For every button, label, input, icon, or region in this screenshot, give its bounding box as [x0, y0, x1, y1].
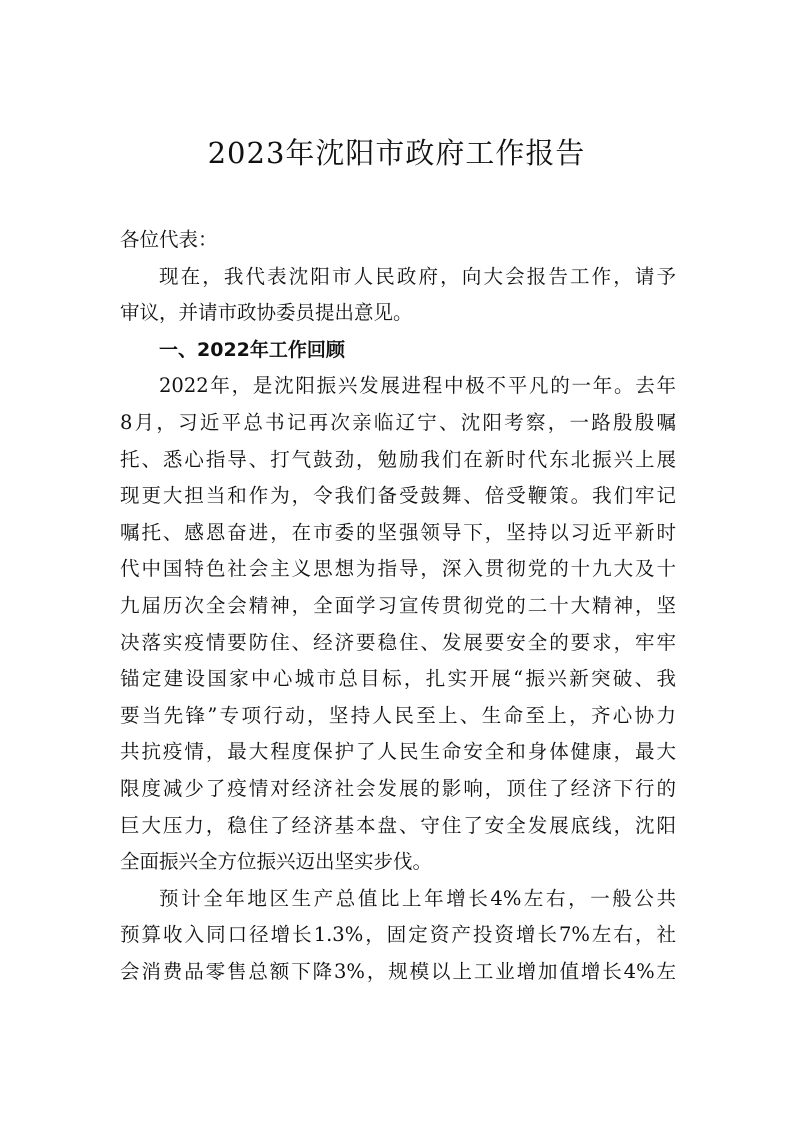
paragraph-line: 限度减少了疫情对经济社会发展的影响，顶住了经济下行的	[120, 776, 676, 800]
section-heading: 一、2022年工作回顾	[159, 338, 345, 361]
paragraph-line: 8月，习近平总书记再次亲临辽宁、沈阳考察，一路殷殷嘱	[120, 410, 676, 434]
salutation: 各位代表：	[120, 228, 218, 251]
paragraph-line: 巨大压力，稳住了经济基本盘、守住了安全发展底线，沈阳	[120, 813, 676, 837]
paragraph-line: 现更大担当和作为，令我们备受鼓舞、倍受鞭策。我们牢记	[120, 484, 676, 508]
paragraph-line: 要当先锋”专项行动，坚持人民至上、生命至上，齐心协力	[120, 703, 676, 727]
intro-line: 现在，我代表沈阳市人民政府，向大会报告工作，请予	[159, 264, 676, 288]
document-title: 2023年沈阳市政府工作报告	[207, 136, 586, 170]
paragraph-line: 会消费品零售总额下降3%，规模以上工业增加值增长4%左	[120, 959, 676, 983]
paragraph-line: 九届历次全会精神，全面学习宣传贯彻党的二十大精神，坚	[120, 593, 676, 617]
paragraph-line: 决落实疫情要防住、经济要稳住、发展要安全的要求，牢牢	[120, 630, 676, 654]
paragraph-line: 全面振兴全方位振兴迈出坚实步伐。	[120, 850, 433, 874]
paragraph-line: 共抗疫情，最大程度保护了人民生命安全和身体健康，最大	[120, 740, 676, 764]
paragraph-line: 代中国特色社会主义思想为指导，深入贯彻党的十九大及十	[120, 557, 676, 581]
intro-line: 审议，并请市政协委员提出意见。	[120, 301, 413, 325]
paragraph-line: 预计全年地区生产总值比上年增长4%左右，一般公共	[159, 886, 676, 910]
paragraph-line: 2022年，是沈阳振兴发展进程中极不平凡的一年。去年	[159, 374, 676, 398]
paragraph-line: 托、悉心指导、打气鼓劲，勉励我们在新时代东北振兴上展	[120, 447, 676, 471]
paragraph-line: 预算收入同口径增长1.3%，固定资产投资增长7%左右，社	[120, 923, 676, 947]
paragraph-line: 嘱托、感恩奋进，在市委的坚强领导下，坚持以习近平新时	[120, 520, 676, 544]
document-body	[120, 222, 676, 990]
paragraph-line: 锚定建设国家中心城市总目标，扎实开展“振兴新突破、我	[120, 667, 676, 691]
